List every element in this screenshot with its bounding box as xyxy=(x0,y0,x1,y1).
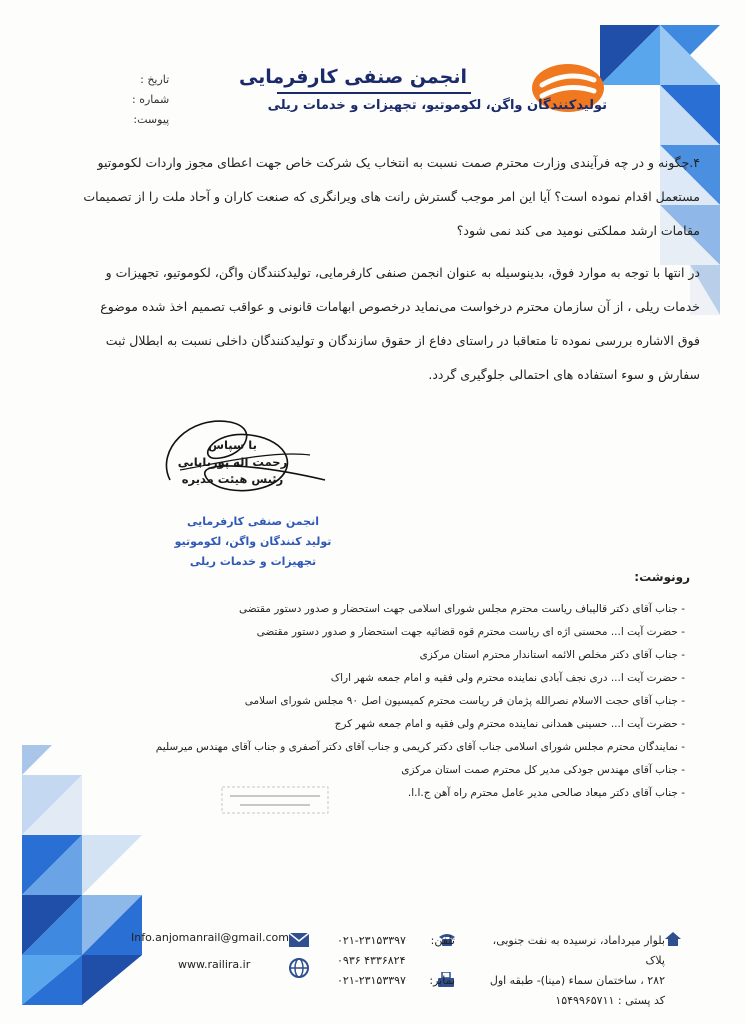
body-line: خدمات ریلی ، از آن سازمان محترم درخواست می‌نماید درخصوص ابهامات قانونی و عواقب تصمیم اخذ شده موضوع xyxy=(100,299,700,314)
cc-item: - جناب آقای دکتر قالیباف ریاست محترم مجلس شورای اسلامی جهت استحضار و صدور دستور مقتضی xyxy=(238,603,685,615)
stamp-line: تجهیزات و خدمات ریلی xyxy=(189,555,317,568)
attachment-label: پیوست: xyxy=(133,113,170,126)
postal-code: کد پستی : ۱۵۴۹۹۶۵۷۱۱ xyxy=(555,994,665,1007)
organization-subtitle: تولیدکنندگان واگن، لکوموتیو، تجهیزات و خدمات ریلی xyxy=(267,98,607,113)
signer-name: رحمت اله پوربابایی xyxy=(177,455,288,469)
address-line: بلوار میرداماد، نرسیده به نفت جنوبی، پلاک xyxy=(492,934,665,967)
letterhead-footer xyxy=(0,928,745,1007)
faded-secretariat-stamp xyxy=(220,785,330,819)
organization-title: انجمن صنفی کارفرمایی xyxy=(238,66,467,88)
closing-text: با سپاس xyxy=(208,438,257,452)
cc-item: - نمایندگان محترم مجلس شورای اسلامی جناب آقای دکتر کریمی و جناب آقای دکتر آصفری و جناب آقای مهندس میرسلیم xyxy=(155,741,685,753)
cc-list xyxy=(65,598,685,805)
address-line: ۲۸۲ ، ساختمان سماء (مینا)- طبقه اول xyxy=(489,974,665,987)
stamp-line: انجمن صنفی کارفرمایی xyxy=(186,515,320,528)
website-link[interactable]: www.railira.ir xyxy=(178,958,251,971)
cc-item: - حضرت آیت ا... دری نجف آبادی نماینده محترم ولی فقیه و امام جمعه شهر اراک xyxy=(330,672,685,684)
tel-label: تلفن: xyxy=(430,934,455,947)
tel-number: ۰۲۱-۲۳۱۵۳۳۹۷ xyxy=(337,934,406,947)
mobile-number: ۰۹۳۶ ۴۳۳۶۸۲۴ xyxy=(337,954,406,967)
fax-number: ۰۲۱-۲۳۱۵۳۳۹۷ xyxy=(337,974,406,987)
paragraph-question-4 xyxy=(55,146,700,248)
cc-item: - جناب آقای مهندس جودکی مدیر کل محترم صمت استان مرکزی xyxy=(401,764,685,776)
signature-block xyxy=(145,437,320,488)
cc-item: - حضرت آیت ا... محسنی اژه ای ریاست محترم قوه قضائیه جهت استحضار و صدور دستور مقتضی xyxy=(256,626,685,638)
phone-labels xyxy=(429,931,455,991)
postal-address xyxy=(475,931,665,1011)
body-line: مستعمل اقدام نموده است؟ آیا این امر موجب گسترش رانت های ویرانگری که صنعت کاران و آحاد ملت را از تصمیمات xyxy=(83,189,700,204)
paragraph-conclusion xyxy=(55,256,700,392)
home-icon xyxy=(665,932,681,946)
envelope-icon xyxy=(289,933,309,947)
body-line: فوق الاشاره بررسی نموده تا متعاقبا در راستای دفاع از حقوق سازندگان و تولیدکنندگان داخلی نسبت به ابطلال ثبت xyxy=(105,333,700,348)
cc-item: - جناب آقای دکتر مخلص الائمه استاندار محترم استان مرکزی xyxy=(419,649,685,661)
title-underline xyxy=(277,92,471,94)
email-address[interactable]: Info.anjomanrail@gmail.com xyxy=(131,931,289,944)
body-line: در انتها با توجه به موارد فوق، بدینوسیله به عنوان انجمن صنفی کارفرمایی، تولیدکنندگان واگن، لکوموتیو، تجهیزات و xyxy=(105,265,700,280)
cc-item: - حضرت آیت ا... حسینی همدانی نماینده محترم ولی فقیه و امام جمعه شهر کرج xyxy=(334,718,685,730)
cc-item: - جناب آقای حجت الاسلام نصرالله پژمان فر ریاست محترم کمیسیون اصل ۹۰ مجلس شورای اسلامی xyxy=(244,695,685,707)
body-line: ۴.چگونه و در چه فرآیندی وزارت محترم صمت نسبت به انتخاب یک شرکت خاص جهت اعطای مجوز واردات لکوموتیو xyxy=(97,155,700,170)
stamp-line: تولید کنندگان واگن، لکوموتیو xyxy=(174,535,332,548)
body-line: سفارش و سوء استفاده های احتمالی جلوگیری گردد. xyxy=(428,367,700,382)
organization-stamp xyxy=(168,512,338,572)
date-label: تاریخ : xyxy=(140,73,170,86)
signer-role: رئیس هیئت مدیره xyxy=(181,472,284,486)
globe-icon xyxy=(288,958,310,978)
phone-numbers xyxy=(337,931,406,991)
number-label: شماره : xyxy=(132,93,170,106)
letter-meta xyxy=(132,70,169,130)
body-line: مقامات ارشد مملکتی نومید می کند نمی شود؟ xyxy=(456,223,700,238)
cc-title: رونوشت: xyxy=(634,570,690,584)
cc-item: - جناب آقای دکتر میعاد صالحی مدیر عامل محترم راه آهن ج.ا.ا. xyxy=(407,787,685,799)
fax-label: نمابر: xyxy=(429,974,455,987)
